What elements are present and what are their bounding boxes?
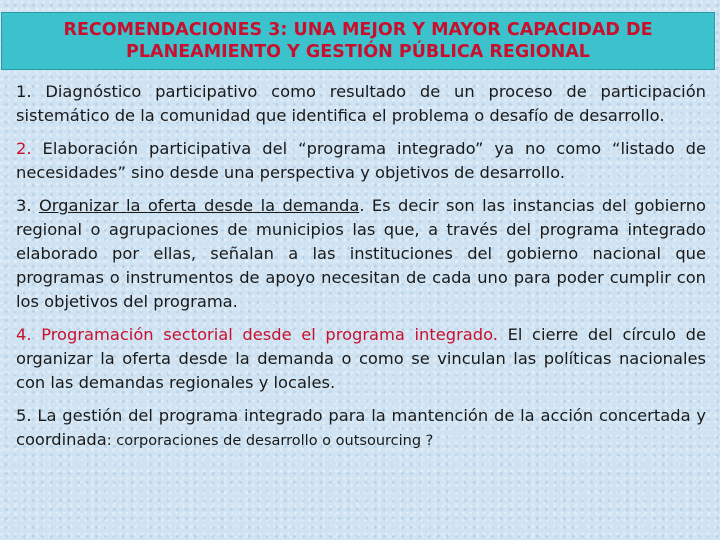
item-text: como resultado de un proceso de participación sistemático de la comunidad que identifica el problema o desafío de desarrollo. (16, 82, 706, 125)
item-heading: Organizar la oferta desde la demanda (38, 196, 360, 215)
item-number: 5. (16, 406, 32, 425)
item-heading: Diagnóstico participativo (45, 82, 258, 101)
item-heading: Elaboración participativa (42, 139, 252, 158)
recommendation-item-2 (16, 137, 706, 185)
item-heading: Programación sectorial desde el programa integrado. (41, 325, 498, 344)
recommendation-item-1 (16, 80, 706, 128)
item-text: . Es decir son las instancias del gobierno regional o agrupaciones de municipios las que, a través del programa integrado elaborado por ellas, señalan a las instituciones del gobierno nacional que programas o instrumentos de apoyo necesitan de cada uno para poder cumplir con los objetivos del programa. (16, 196, 706, 311)
recommendation-item-4 (16, 323, 706, 395)
page-title-line-2: PLANEAMIENTO Y GESTIÓN PÚBLICA REGIONAL (126, 42, 590, 62)
recommendation-item-5 (16, 404, 706, 453)
page-title-line-1: RECOMENDACIONES 3: UNA MEJOR Y MAYOR CAPACIDAD DE (63, 20, 653, 40)
item-heading: La gestión del programa integrado para la mantención de la acción concertada y coordinada (16, 406, 706, 449)
item-number: 2. (16, 139, 32, 158)
recommendation-list (16, 80, 706, 462)
recommendation-item-3 (16, 194, 706, 314)
item-text: El cierre del círculo de organizar la oferta desde la demanda o como se vinculan las políticas nacionales con las demandas regionales y locales. (16, 325, 706, 392)
title-banner (1, 12, 715, 70)
item-number: 1. (16, 82, 32, 101)
item-text: : corporaciones de desarrollo o outsourcing ? (106, 433, 434, 449)
item-text: del “programa integrado” ya no como “listado de necesidades” sino desde una perspectiva y objetivos de desarrollo. (16, 139, 707, 182)
item-number: 4. (16, 325, 32, 344)
item-number: 3. (16, 196, 32, 215)
